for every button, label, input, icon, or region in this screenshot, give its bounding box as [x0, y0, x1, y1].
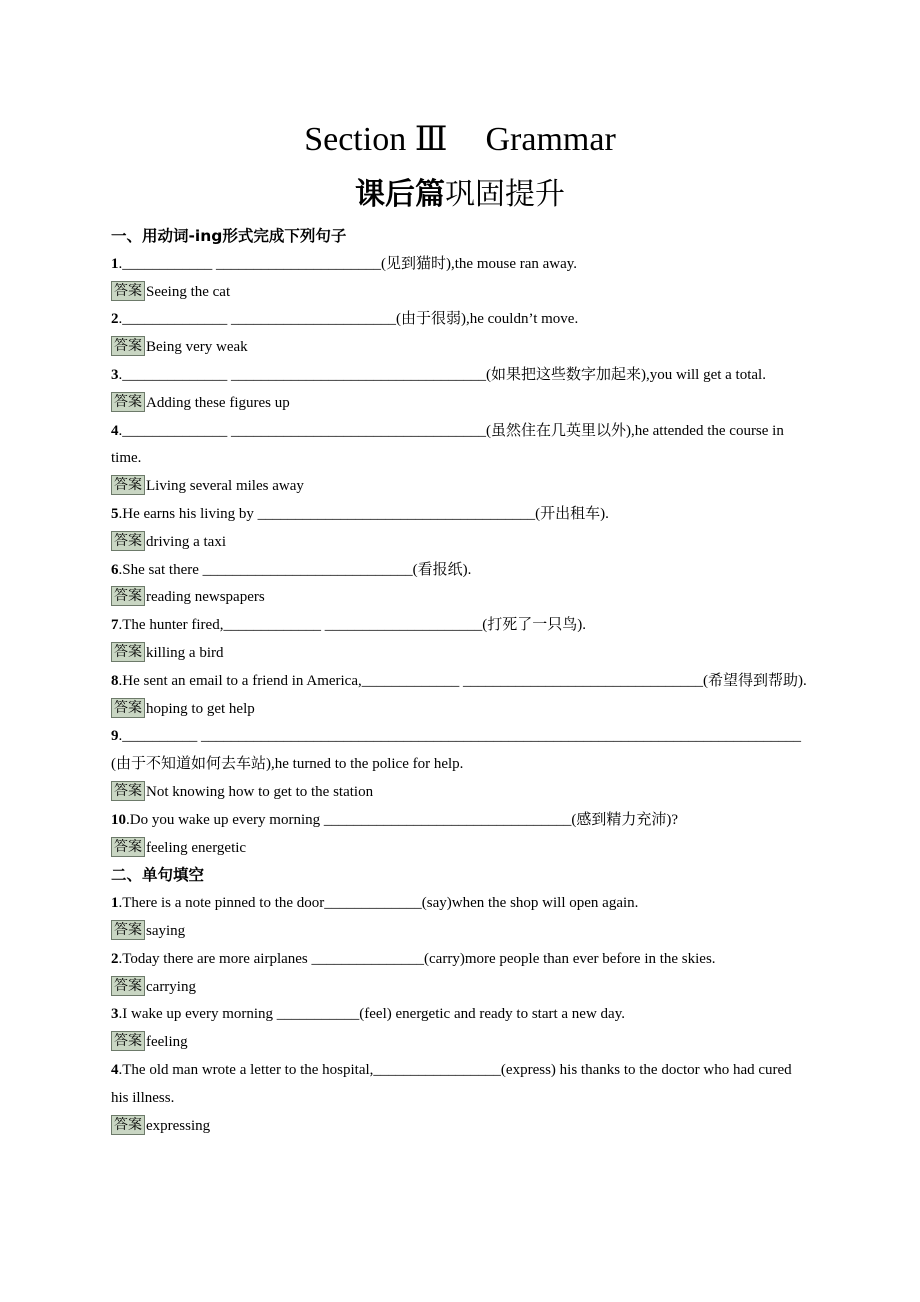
question-text: .______________ ______________________(由于很弱),he couldn’t move. — [118, 311, 579, 328]
answer-text: Adding these figures up — [146, 394, 290, 411]
question-number: 10 — [111, 811, 126, 828]
answer-badge: 答案 — [111, 531, 145, 551]
answer-badge: 答案 — [111, 586, 145, 606]
question — [111, 723, 811, 779]
answer-line — [111, 390, 811, 418]
question-number: 2 — [111, 311, 119, 328]
answer-line — [111, 835, 811, 863]
question-number: 8 — [111, 672, 119, 689]
answer-line — [111, 473, 811, 501]
answer-text: feeling — [146, 1034, 188, 1051]
question — [111, 612, 811, 640]
question-text: .He sent an email to a friend in America,_____________ ________________________________(希望得到帮助). — [118, 672, 807, 689]
question — [111, 362, 811, 390]
question-text: .She sat there ____________________________(看报纸). — [118, 561, 472, 578]
question-number: 4 — [111, 422, 119, 439]
answer-text: Not knowing how to get to the station — [146, 783, 374, 800]
answer-badge: 答案 — [111, 1115, 145, 1135]
question-text: .Today there are more airplanes _______________(carry)more people than ever before in the skies. — [118, 950, 716, 967]
answer-text: reading newspapers — [146, 589, 265, 606]
question — [111, 418, 811, 474]
question-number: 3 — [111, 1006, 119, 1023]
question-number: 9 — [111, 728, 119, 745]
answer-text: Living several miles away — [146, 478, 304, 495]
question — [111, 807, 811, 835]
answer-badge: 答案 — [111, 1031, 145, 1051]
question — [111, 1001, 811, 1029]
question-number: 3 — [111, 366, 119, 383]
page-title — [0, 118, 920, 162]
answer-badge: 答案 — [111, 475, 145, 495]
answer-text: killing a bird — [146, 644, 224, 661]
question-text: .______________ __________________________________(如果把这些数字加起来),you will get a total. — [118, 366, 766, 383]
question-text: .I wake up every morning ___________(feel) energetic and ready to start a new day. — [118, 1006, 625, 1023]
title-section: Section Ⅲ — [304, 121, 448, 158]
title-topic: Grammar — [485, 121, 616, 158]
question-number: 1 — [111, 895, 119, 912]
answer-line — [111, 1113, 811, 1141]
answer-line — [111, 974, 811, 1002]
question — [111, 890, 811, 918]
question-number: 2 — [111, 950, 119, 967]
answer-line — [111, 1029, 811, 1057]
question-text: .The old man wrote a letter to the hospital,_________________(express) his thanks to the doctor who had cured his illness. — [111, 1061, 792, 1106]
answer-text: feeling energetic — [146, 839, 247, 856]
answer-text: Being very weak — [146, 339, 248, 356]
answer-badge: 答案 — [111, 920, 145, 940]
answer-line — [111, 779, 811, 807]
answer-text: saying — [146, 922, 186, 939]
answer-text: expressing — [146, 1117, 211, 1134]
answer-badge: 答案 — [111, 336, 145, 356]
question — [111, 946, 811, 974]
question — [111, 306, 811, 334]
question — [111, 1057, 811, 1113]
question — [111, 501, 811, 529]
question-text: .He earns his living by _____________________________________(开出租车). — [118, 505, 609, 522]
answer-text: Seeing the cat — [146, 283, 231, 300]
answer-badge: 答案 — [111, 837, 145, 857]
question-text: .__________ ________________________________________________________________________________ (由于不知道如何去车站),he turned to the police for help. — [111, 728, 801, 773]
question — [111, 668, 811, 696]
question-text: .Do you wake up every morning _________________________________(感到精力充沛)? — [126, 811, 679, 828]
question — [111, 251, 811, 279]
question-text: .______________ __________________________________(虽然住在几英里以外),he attended the course in time. — [111, 422, 784, 467]
answer-line — [111, 279, 811, 307]
question — [111, 557, 811, 585]
answer-line — [111, 918, 811, 946]
answer-badge: 答案 — [111, 281, 145, 301]
answer-text: driving a taxi — [146, 533, 226, 550]
answer-text: carrying — [146, 978, 196, 995]
question-number: 6 — [111, 561, 119, 578]
answer-line — [111, 584, 811, 612]
section-heading: 二、单句填空 — [111, 866, 205, 885]
exercise-content — [111, 223, 811, 1140]
question-text: .There is a note pinned to the door_____________(say)when the shop will open again. — [118, 895, 639, 912]
answer-line — [111, 640, 811, 668]
answer-line — [111, 696, 811, 724]
answer-badge: 答案 — [111, 392, 145, 412]
answer-badge: 答案 — [111, 781, 145, 801]
answer-line — [111, 529, 811, 557]
page-subtitle — [0, 175, 920, 215]
section-heading: 一、用动词-ing形式完成下列句子 — [111, 227, 347, 245]
subtitle-bold: 课后篇 — [355, 177, 445, 212]
question-text: .____________ ______________________(见到猫时),the mouse ran away. — [118, 255, 578, 272]
answer-badge: 答案 — [111, 698, 145, 718]
question-text: .The hunter fired,_____________ _____________________(打死了一只鸟). — [118, 617, 586, 634]
answer-text: hoping to get help — [146, 700, 255, 717]
question-number: 4 — [111, 1061, 119, 1078]
question-number: 5 — [111, 505, 119, 522]
question-number: 1 — [111, 255, 119, 272]
answer-badge: 答案 — [111, 642, 145, 662]
subtitle-light: 巩固提升 — [445, 177, 565, 212]
answer-line — [111, 334, 811, 362]
answer-badge: 答案 — [111, 976, 145, 996]
question-number: 7 — [111, 617, 119, 634]
